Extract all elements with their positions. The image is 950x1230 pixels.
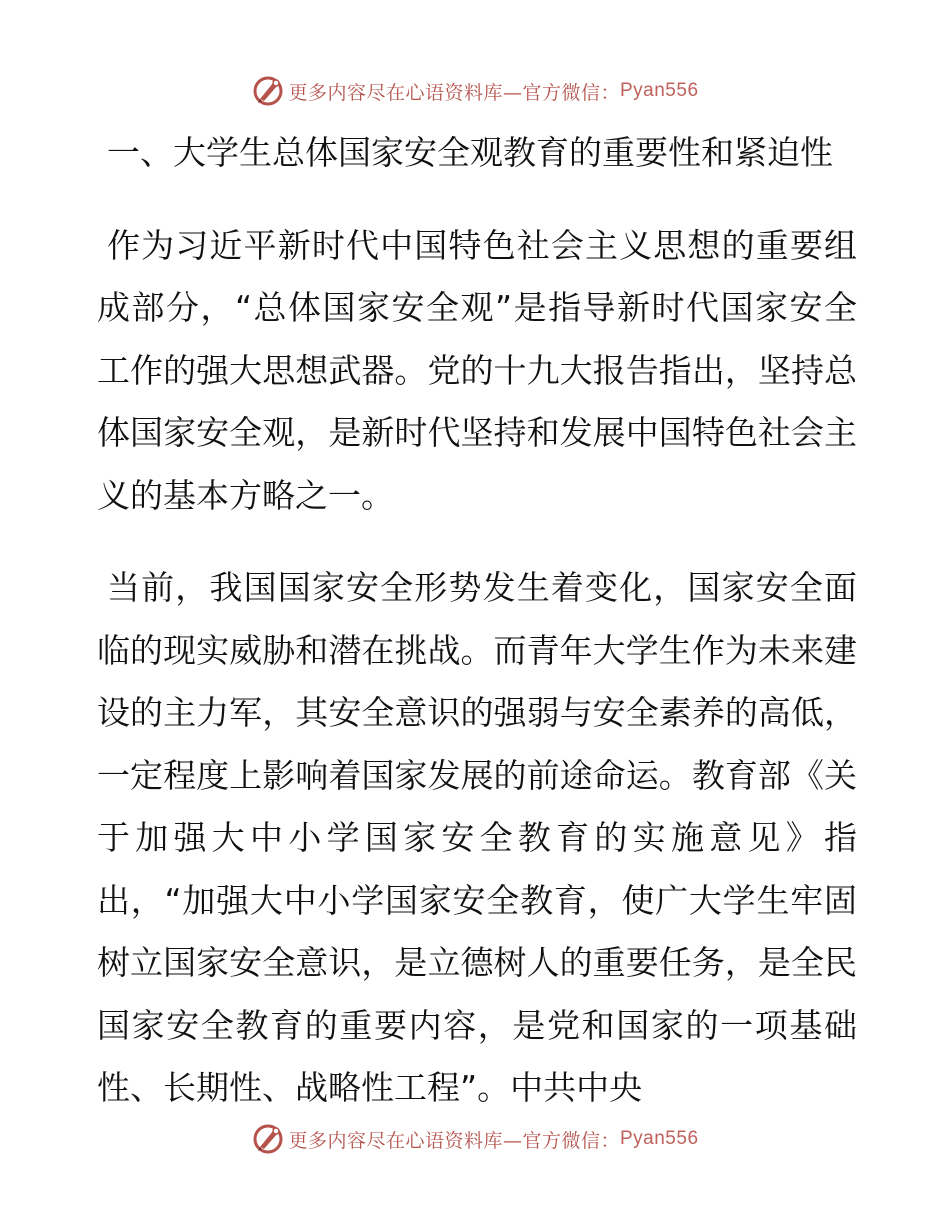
header-banner-text: 更多内容尽在心语资料库— (288, 81, 523, 104)
brush-pen-circle-icon (251, 1122, 285, 1156)
header-banner-official: 官方微信： (522, 81, 620, 104)
document-body (97, 122, 857, 1150)
footer-banner[interactable] (0, 1119, 950, 1159)
header-banner-handle: Pyan556 (620, 80, 699, 101)
header-banner[interactable] (0, 71, 950, 111)
footer-banner-handle: Pyan556 (620, 1128, 699, 1149)
brush-pen-circle-icon (251, 74, 285, 108)
body-paragraph-2: 当前，我国国家安全形势发生着变化，国家安全面临的现实威胁和潜在挑战。而青年大学生作为未来建设的主力军，其安全意识的强弱与安全素养的高低，一定程度上影响着国家发展的前途命运。教育部《关于加强大中小学国家安全教育的实施意见》指出，“加强大中小学国家安全教育，使广大学生牢固树立国家安全意识，是立德树人的重要任务，是全民国家安全教育的重要内容，是党和国家的一项基础性、长期性、战略性工程”。中共中央 (97, 568, 857, 1107)
body-paragraph-1: 作为习近平新时代中国特色社会主义思想的重要组成部分，“总体国家安全观”是指导新时代国家安全工作的强大思想武器。党的十九大报告指出，坚持总体国家安全观，是新时代坚持和发展中国特色社会主义的基本方略之一。 (97, 225, 857, 515)
footer-banner-official: 官方微信： (522, 1129, 620, 1152)
section-heading: 一、大学生总体国家安全观教育的重要性和紧迫性 (107, 133, 833, 172)
footer-banner-text: 更多内容尽在心语资料库— (288, 1129, 523, 1152)
